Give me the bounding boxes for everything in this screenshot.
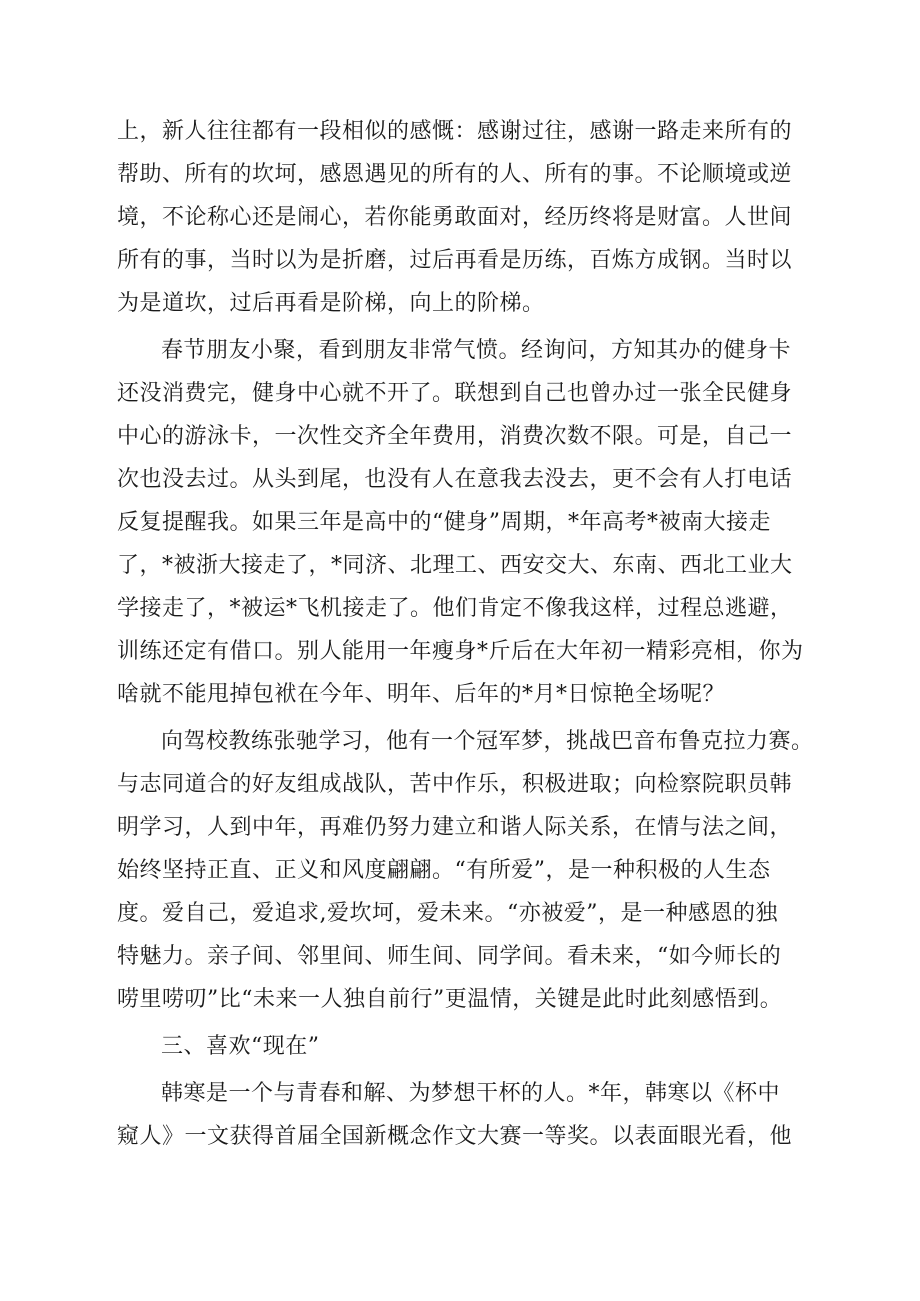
text-line: 与志同道合的好友组成战队，苦中作乐，积极进取；向检察院职员韩: [117, 772, 793, 797]
text-line: 特魅力。亲子间、邻里间、师生间、同学间。看未来，“如今师长的: [117, 944, 782, 969]
paragraph: [117, 329, 804, 716]
text-line: 窥人》一文获得首届全国新概念作文大赛一等奖。以表面眼光看，他: [117, 1124, 793, 1149]
paragraph: [117, 110, 797, 325]
text-line: 中心的游泳卡，一次性交齐全年费用，消费次数不限。可是，自己一: [117, 424, 793, 449]
text-line: 啥就不能甩掉包袱在今年、明年、后年的*月*日惊艳全场呢？: [117, 682, 726, 707]
section-heading: [117, 1025, 797, 1068]
paragraph: [117, 1072, 797, 1158]
text-line: 所有的事，当时以为是折磨，过后再看是历练，百炼方成钢。当时以: [117, 248, 793, 273]
text-line: 度。爱自己，爱追求,爱坎坷，爱未来。“亦被爱”，是一种感恩的独: [117, 901, 778, 926]
text-line: 始终坚持正直、正义和风度翩翩。“有所爱”，是一种积极的人生态: [117, 858, 771, 883]
text-line: 学接走了，*被运*飞机接走了。他们肯定不像我这样，过程总逃避，: [117, 596, 793, 621]
text-line: 明学习，人到中年，再难仍努力建立和谐人际关系，在情与法之间，: [117, 815, 793, 840]
document-body: [117, 110, 814, 1158]
text-line: 上，新人往往都有一段相似的感慨：感谢过往，感谢一路走来所有的: [117, 119, 793, 144]
text-line: 向驾校教练张驰学习，他有一个冠军梦，挑战巴音布鲁克拉力赛。: [161, 729, 814, 754]
text-line: 为是道坎，过后再看是阶梯，向上的阶梯。: [117, 291, 545, 316]
text-line: 训练还定有借口。别人能用一年瘦身*斤后在大年初一精彩亮相，你为: [117, 639, 804, 664]
text-line: 次也没去过。从头到尾，也没有人在意我去没去，更不会有人打电话: [117, 467, 793, 492]
text-line: 反复提醒我。如果三年是高中的“健身”周期，*年高考*被南大接走: [117, 510, 771, 535]
heading-line: 三、喜欢“现在”: [161, 1034, 320, 1059]
text-line: 春节朋友小聚，看到朋友非常气愤。经询问，方知其办的健身卡: [161, 338, 792, 363]
paragraph: [117, 720, 814, 1021]
text-line: 唠里唠叨”比“未来一人独自前行”更温情，关键是此时此刻感悟到。: [117, 987, 783, 1012]
text-line: 境，不论称心还是闹心，若你能勇敢面对，经历终将是财富。人世间: [117, 205, 793, 230]
text-line: 帮助、所有的坎坷，感恩遇见的所有的人、所有的事。不论顺境或逆: [117, 162, 793, 187]
text-line: 还没消费完，健身中心就不开了。联想到自己也曾办过一张全民健身: [117, 381, 793, 406]
text-line: 韩寒是一个与青春和解、为梦想干杯的人。*年，韩寒以《杯中: [161, 1081, 781, 1106]
text-line: 了，*被浙大接走了，*同济、北理工、西安交大、东南、西北工业大: [117, 553, 793, 578]
